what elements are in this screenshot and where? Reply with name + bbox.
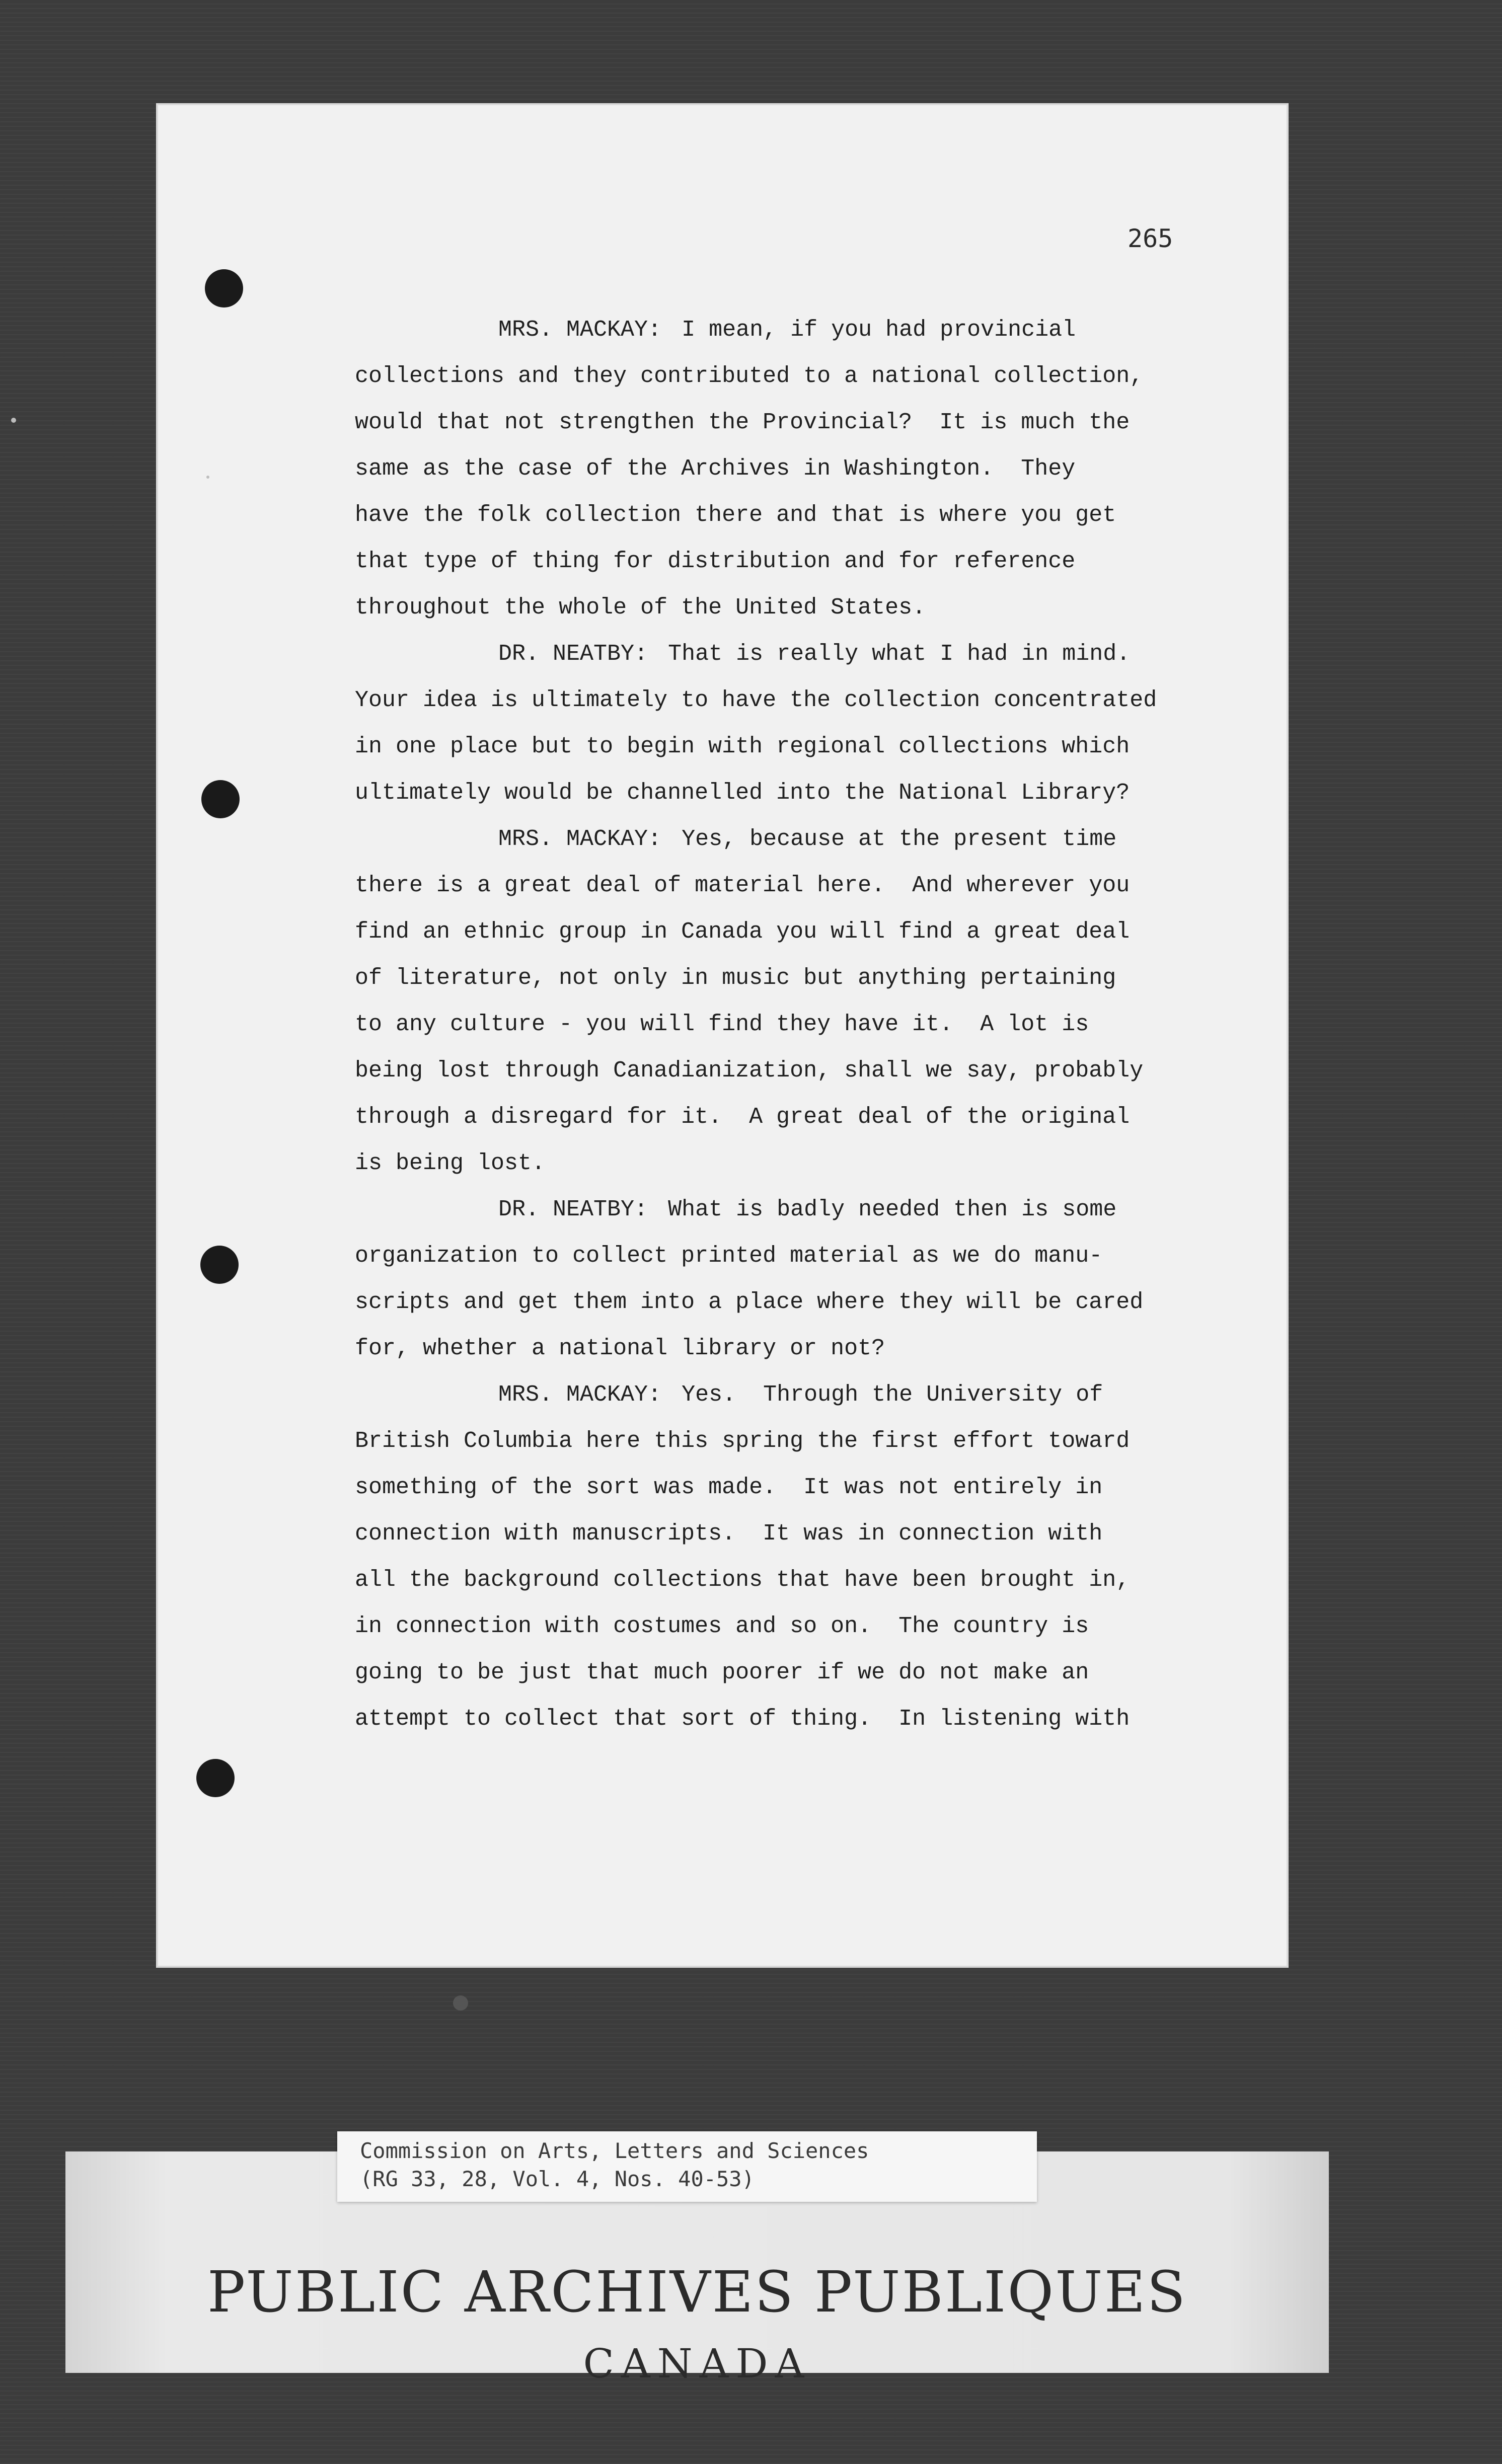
- text-line: [355, 1603, 1221, 1650]
- punch-hole: [205, 269, 243, 307]
- line-text: Yes. Through the University of: [682, 1382, 1103, 1408]
- line-text: of literature, not only in music but anything pertaining: [355, 965, 1116, 991]
- text-line: [355, 446, 1221, 492]
- text-line: [355, 677, 1221, 724]
- line-text: connection with manuscripts. It was in connection with: [355, 1521, 1103, 1547]
- text-line: [355, 770, 1221, 816]
- line-text: same as the case of the Archives in Washington. They: [355, 456, 1076, 482]
- text-line: [355, 1279, 1221, 1326]
- archives-country: CANADA: [583, 2340, 811, 2387]
- collection-slip: [337, 2131, 1037, 2202]
- speaker-line: [355, 816, 1221, 863]
- text-line: [355, 863, 1221, 909]
- line-text: attempt to collect that sort of thing. In listening with: [355, 1706, 1130, 1732]
- text-line: [355, 1233, 1221, 1279]
- line-text: is being lost.: [355, 1150, 546, 1176]
- punch-hole: [196, 1759, 235, 1797]
- film-speck: [206, 476, 209, 479]
- speaker-name: MRS. MACKAY:: [498, 1382, 662, 1408]
- line-text: there is a great deal of material here. And wherever you: [355, 873, 1130, 898]
- text-line: [355, 909, 1221, 955]
- text-line: [355, 1465, 1221, 1511]
- line-text: find an ethnic group in Canada you will find a great deal: [355, 919, 1130, 945]
- line-text: have the folk collection there and that is where you get: [355, 502, 1116, 528]
- line-text: going to be just that much poorer if we do not make an: [355, 1660, 1089, 1685]
- speaker-line: [355, 1187, 1221, 1233]
- speaker-name: MRS. MACKAY:: [498, 826, 662, 852]
- speaker-line: [355, 631, 1221, 677]
- text-line: [355, 1418, 1221, 1465]
- line-text: through a disregard for it. A great deal of the original: [355, 1104, 1130, 1130]
- line-text: throughout the whole of the United States.: [355, 595, 926, 621]
- text-line: [355, 492, 1221, 538]
- text-line: [355, 538, 1221, 585]
- text-line: [355, 1326, 1221, 1372]
- archives-title: PUBLIC ARCHIVES PUBLIQUES: [207, 2260, 1187, 2325]
- text-line: [355, 1140, 1221, 1187]
- text-line: [355, 1650, 1221, 1696]
- text-line: [355, 353, 1221, 400]
- line-text: to any culture - you will find they have it. A lot is: [355, 1012, 1089, 1037]
- speaker-line: [355, 307, 1221, 353]
- text-line: [355, 955, 1221, 1002]
- line-text: would that not strengthen the Provincial? It is much the: [355, 410, 1130, 435]
- speaker-line: [355, 1372, 1221, 1418]
- slip-collection-name: Commission on Arts, Letters and Sciences: [360, 2138, 869, 2163]
- line-text: What is badly needed then is some: [668, 1197, 1117, 1222]
- line-text: all the background collections that have been brought in,: [355, 1567, 1130, 1593]
- punch-hole: [200, 1246, 239, 1284]
- speaker-name: DR. NEATBY:: [498, 641, 648, 667]
- text-line: [355, 400, 1221, 446]
- line-text: Your idea is ultimately to have the collection concentrated: [355, 687, 1157, 713]
- line-text: collections and they contributed to a national collection,: [355, 363, 1144, 389]
- line-text: ultimately would be channelled into the National Library?: [355, 780, 1130, 806]
- line-text: being lost through Canadianization, shall we say, probably: [355, 1058, 1144, 1084]
- text-line: [355, 1511, 1221, 1557]
- line-text: for, whether a national library or not?: [355, 1336, 885, 1361]
- transcript-text: [355, 307, 1221, 1742]
- text-line: [355, 1094, 1221, 1140]
- line-text: I mean, if you had provincial: [682, 317, 1076, 343]
- line-text: scripts and get them into a place where they will be cared: [355, 1289, 1144, 1315]
- page-number: 265: [1128, 224, 1173, 253]
- line-text: in connection with costumes and so on. The country is: [355, 1613, 1089, 1639]
- speaker-name: DR. NEATBY:: [498, 1197, 648, 1222]
- text-line: [355, 585, 1221, 631]
- document-page: [156, 103, 1289, 1968]
- film-speck: [11, 418, 16, 423]
- text-line: [355, 1696, 1221, 1742]
- line-text: That is really what I had in mind.: [668, 641, 1131, 667]
- text-line: [355, 1557, 1221, 1603]
- line-text: Yes, because at the present time: [682, 826, 1117, 852]
- slip-reference: (RG 33, 28, Vol. 4, Nos. 40-53): [360, 2167, 755, 2191]
- line-text: organization to collect printed material as we do manu-: [355, 1243, 1103, 1269]
- text-line: [355, 1002, 1221, 1048]
- punch-hole: [201, 780, 240, 818]
- text-line: [355, 1048, 1221, 1094]
- line-text: British Columbia here this spring the first effort toward: [355, 1428, 1130, 1454]
- line-text: something of the sort was made. It was not entirely in: [355, 1475, 1103, 1500]
- text-line: [355, 724, 1221, 770]
- film-speck: [453, 1995, 468, 2011]
- line-text: in one place but to begin with regional collections which: [355, 734, 1130, 759]
- line-text: that type of thing for distribution and for reference: [355, 549, 1076, 574]
- speaker-name: MRS. MACKAY:: [498, 317, 662, 343]
